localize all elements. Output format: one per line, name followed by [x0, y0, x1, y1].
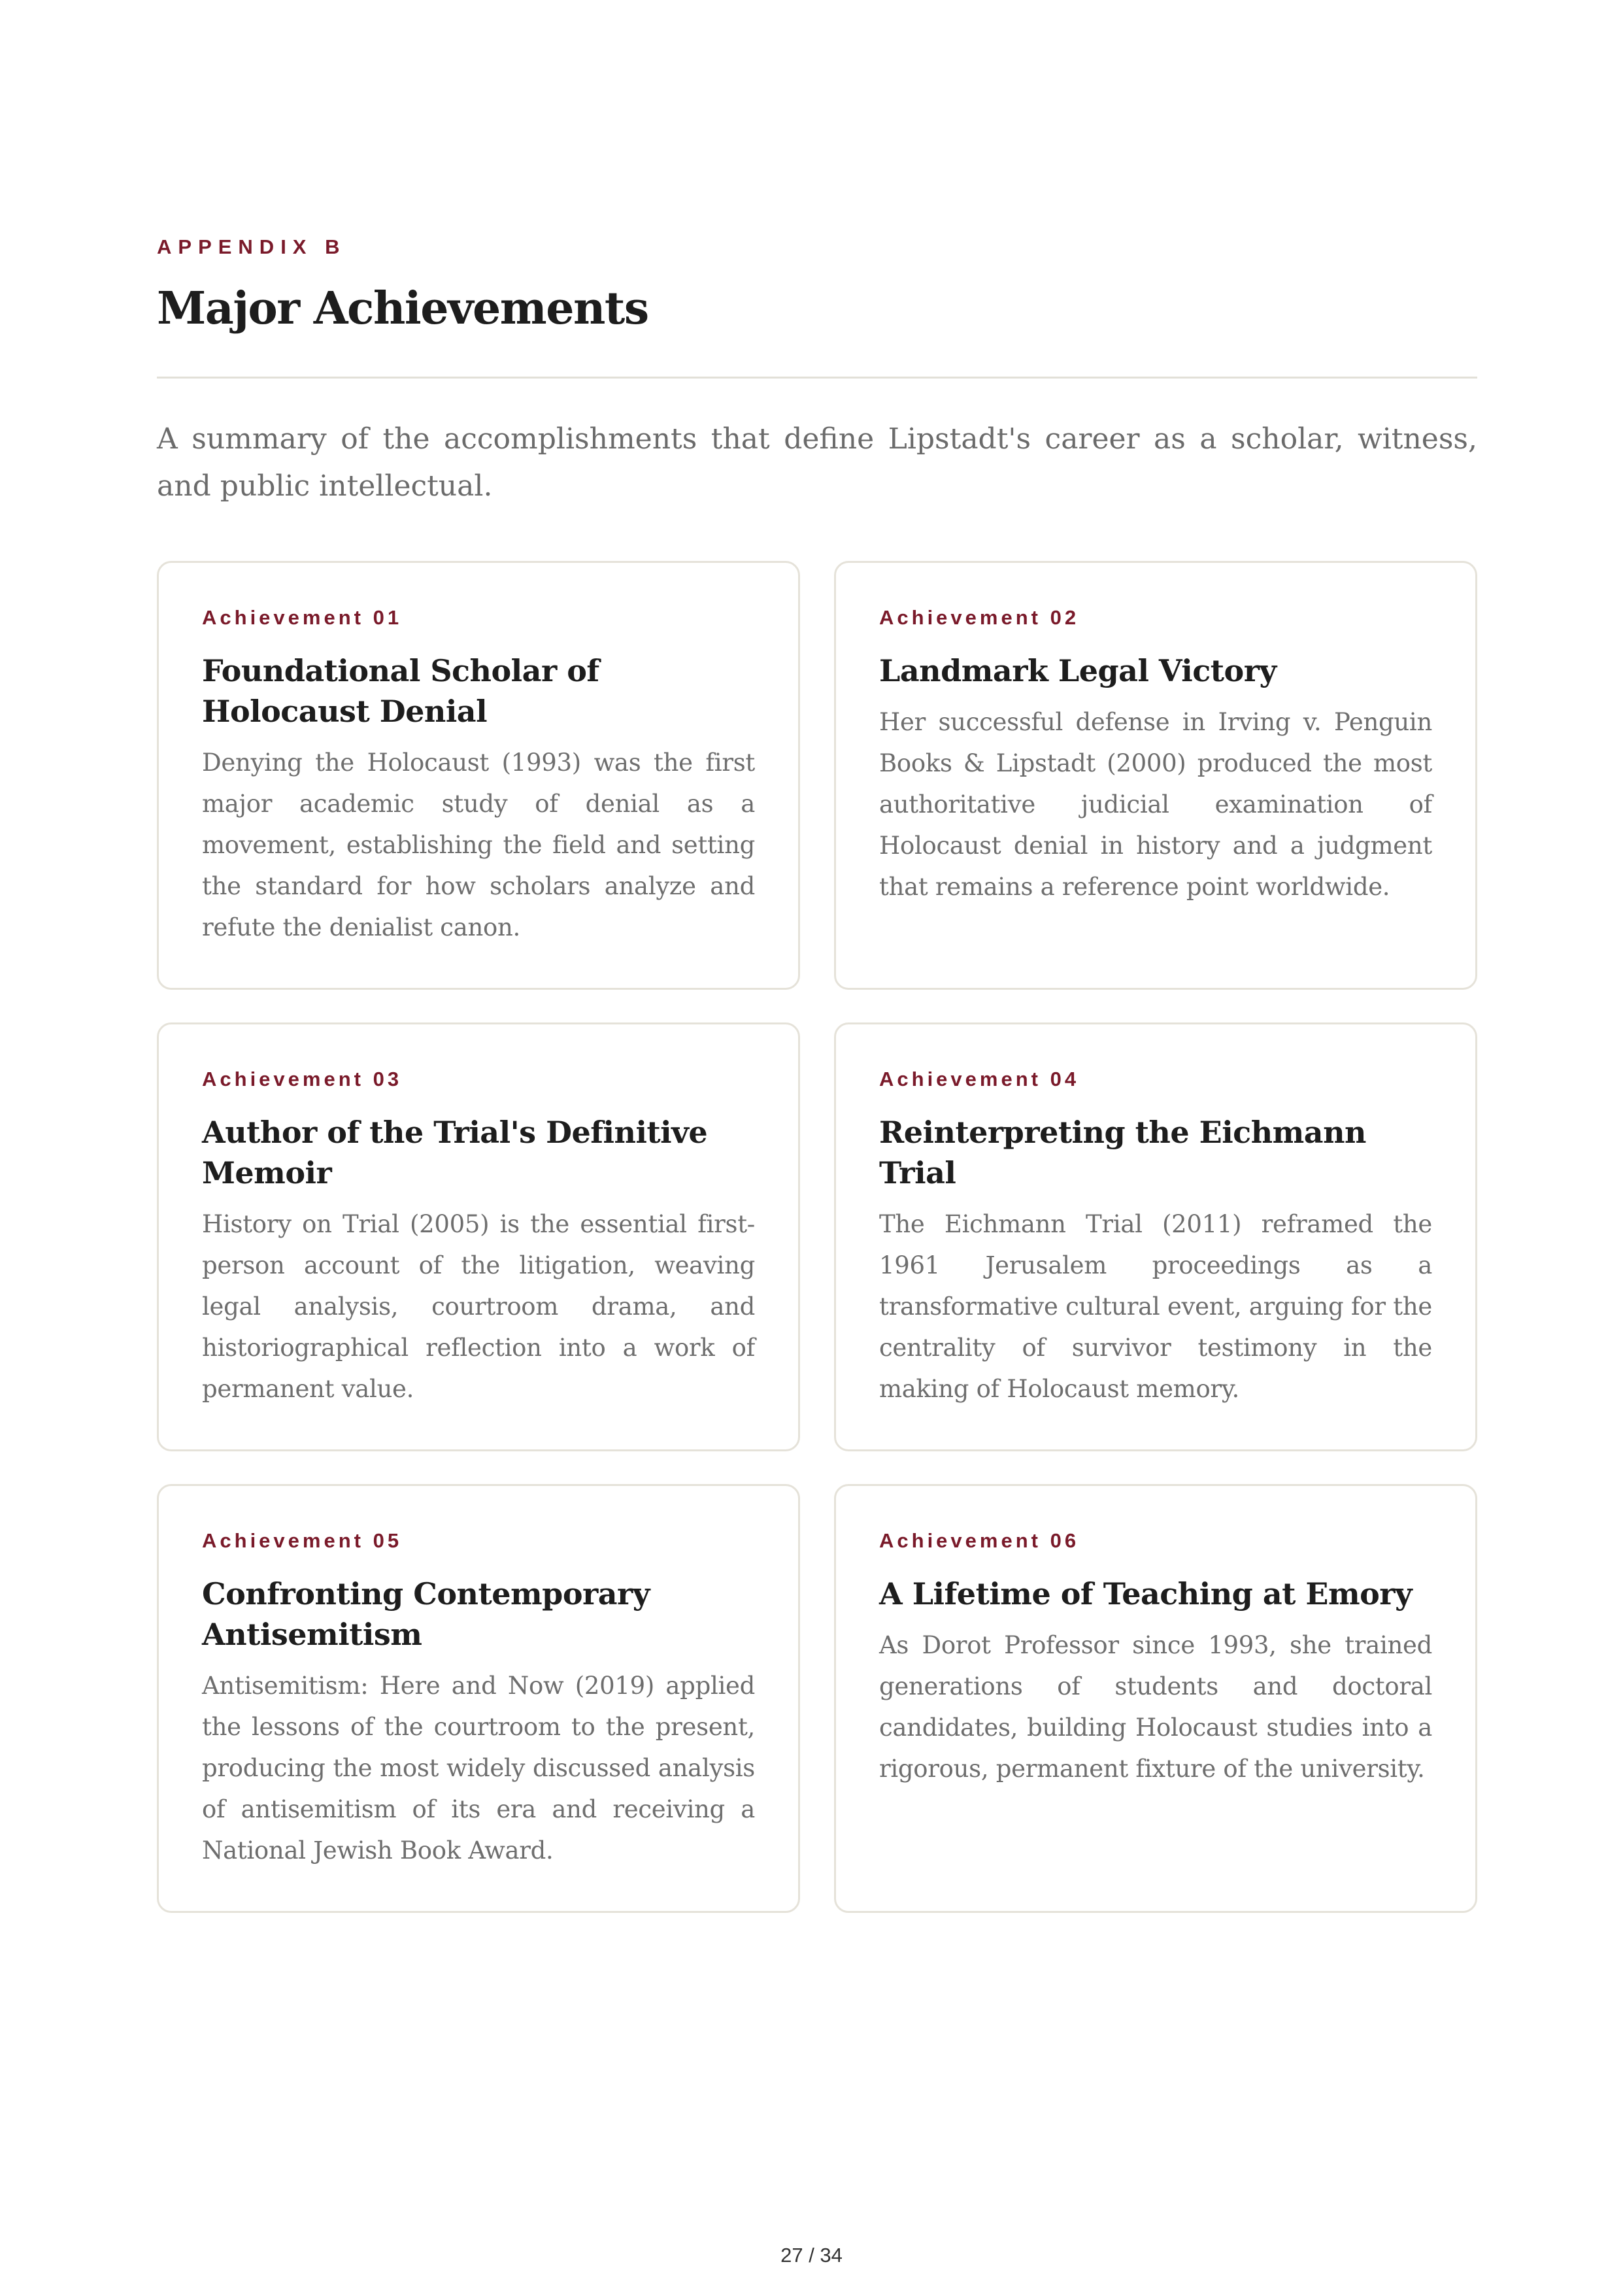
achievement-description: Denying the Holocaust (1993) was the first major academic study of denial as a movement, establishing the field and setting the standard for how scholars analyze and refute the denialist canon.: [202, 749, 755, 941]
appendix-label: APPENDIX B: [157, 235, 346, 258]
achievement-label: Achievement 03: [202, 1068, 403, 1090]
achievement-card-05: [157, 1484, 800, 1913]
achievement-title: Confronting Contemporary Antisemitism: [202, 1576, 650, 1652]
achievement-card-06: [834, 1484, 1477, 1913]
achievement-label: Achievement 04: [879, 1068, 1080, 1090]
page-number: 27 / 34: [780, 2244, 843, 2267]
achievement-description: History on Trial (2005) is the essential first-person account of the litigation, weaving legal analysis, courtroom drama, and historiographical reflection into a work of permanent value.: [202, 1210, 755, 1403]
achievement-card-04: [834, 1022, 1477, 1451]
achievement-title: Author of the Trial's Definitive Memoir: [202, 1115, 708, 1190]
intro-paragraph: A summary of the accomplishments that define Lipstadt's career as a scholar, witness, and public intellectual.: [157, 422, 1477, 503]
achievement-description: Her successful defense in Irving v. Penguin Books & Lipstadt (2000) produced the most authoritative judicial examination of Holocaust denial in history and a judgment that remains a reference point worldwide.: [879, 708, 1432, 901]
achievement-card-02: [834, 561, 1477, 990]
achievement-description: As Dorot Professor since 1993, she trained generations of students and doctoral candidates, building Holocaust studies into a rigorous, permanent fixture of the university.: [879, 1631, 1432, 1783]
achievement-title: Reinterpreting the Eichmann Trial: [879, 1115, 1367, 1190]
page-title: Major Achievements: [157, 282, 648, 335]
achievement-title: A Lifetime of Teaching at Emory: [879, 1576, 1413, 1612]
title-divider: [157, 377, 1477, 379]
achievement-label: Achievement 05: [202, 1529, 403, 1552]
achievement-card-01: [157, 561, 800, 990]
achievement-description: The Eichmann Trial (2011) reframed the 1961 Jerusalem proceedings as a transformative cultural event, arguing for the centrality of survivor testimony in the making of Holocaust memory.: [879, 1210, 1432, 1403]
achievement-label: Achievement 02: [879, 606, 1080, 629]
achievement-title: Foundational Scholar of Holocaust Denial: [202, 653, 599, 729]
achievement-description: Antisemitism: Here and Now (2019) applied the lessons of the courtroom to the present, producing the most widely discussed analysis of antisemitism of its era and receiving a National Jewish Book Award.: [202, 1672, 755, 1865]
achievement-label: Achievement 06: [879, 1529, 1080, 1552]
achievement-card-03: [157, 1022, 800, 1451]
achievement-title: Landmark Legal Victory: [879, 653, 1277, 688]
achievement-label: Achievement 01: [202, 606, 403, 629]
